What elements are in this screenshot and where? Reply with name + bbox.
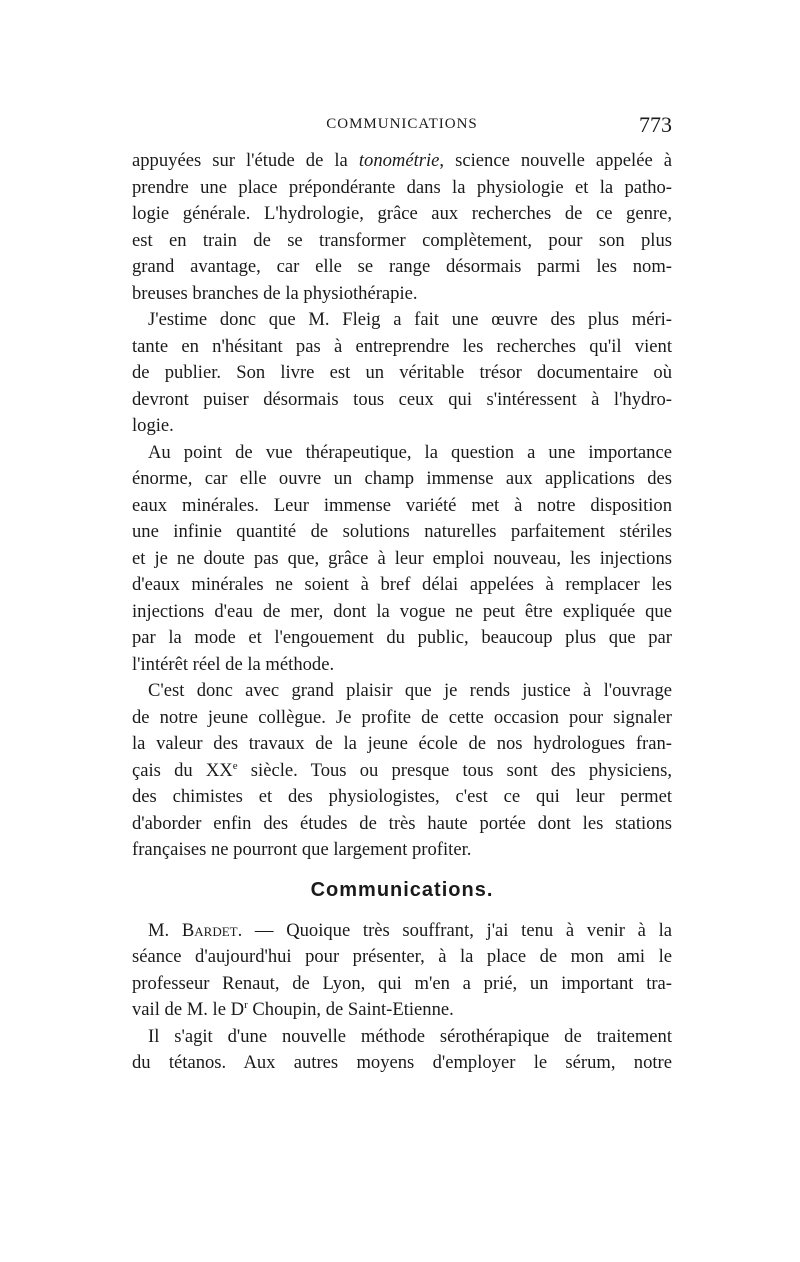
text-line: eaux minérales. Leur immense variété met à notre disposition <box>132 494 672 516</box>
text-line: prendre une place prépondérante dans la physiologie et la patho- <box>132 176 672 198</box>
text-line: énorme, car elle ouvre un champ immense aux applications des <box>132 468 672 489</box>
text-line: devront puiser désormais tous ceux qui s'intéressent à l'hydro- <box>132 388 672 410</box>
paragraph-2 <box>132 307 672 440</box>
paragraph-5 <box>132 918 672 1024</box>
text-run: çais du <box>132 759 206 781</box>
spacer <box>132 864 672 868</box>
text-line <box>132 758 672 785</box>
paragraph-3 <box>132 440 672 679</box>
body-text <box>132 148 672 1077</box>
text-run: appuyées sur l'étude de la <box>132 150 359 171</box>
text-line: du tétanos. Aux autres moyens d'employer le sérum, notre <box>132 1052 672 1073</box>
text-line: par la mode et l'engouement du public, beaucoup plus que par <box>132 627 672 648</box>
text-line: professeur Renaut, de Lyon, qui m'en a prié, un important tra- <box>132 972 672 994</box>
paragraph-6 <box>132 1024 672 1077</box>
text-line: la valeur des travaux de la jeune école de nos hydrologues fran- <box>132 733 672 754</box>
running-head <box>132 112 672 142</box>
text-line: d'aborder enfin des études de très haute portée dont les stations <box>132 812 672 834</box>
text-line: C'est donc avec grand plaisir que je rends justice à l'ouvrage <box>148 680 672 701</box>
speaker-name: M. Bardet. <box>148 919 243 941</box>
text-line: J'estime donc que M. Fleig a fait une œuvre des plus méri- <box>148 309 672 330</box>
text-line: des chimistes et des physiologistes, c'est ce qui leur permet <box>132 786 672 807</box>
running-title: COMMUNICATIONS <box>326 116 478 132</box>
text-line: d'eaux minérales ne soient à bref délai appelées à remplacer les <box>132 574 672 595</box>
text-line: Au point de vue thérapeutique, la question a une importance <box>148 441 672 463</box>
paragraph-4 <box>132 678 672 864</box>
century-numeral: XX <box>205 759 233 781</box>
italic-term: tonométrie <box>358 150 440 171</box>
text-line: l'intérêt réel de la méthode. <box>132 653 335 675</box>
text-line: de publier. Son livre est un véritable trésor documentaire où <box>132 362 672 383</box>
text-line: séance d'aujourd'hui pour présenter, à la place de mon ami le <box>132 946 672 967</box>
text-line: Il s'agit d'une nouvelle méthode sérothérapique de traitement <box>148 1025 672 1047</box>
text-run: vail de M. le D <box>132 999 245 1020</box>
text-line: est en train de se transformer complètement, pour son plus <box>132 229 672 251</box>
text-line: breuses branches de la physiothérapie. <box>132 282 418 304</box>
text-line: logie générale. L'hydrologie, grâce aux recherches de ce genre, <box>132 203 672 224</box>
text-line: et je ne doute pas que, grâce à leur emploi nouveau, les injections <box>132 547 672 569</box>
text-run: , science nouvelle appelée à <box>439 150 672 171</box>
text-line <box>132 997 672 1024</box>
text-line <box>132 918 672 945</box>
text-line: françaises ne pourront que largement profiter. <box>132 839 472 860</box>
superscript: e <box>232 759 238 772</box>
text-run: — Quoique très souffrant, j'ai tenu à venir à la <box>242 919 673 941</box>
section-heading: Communications. <box>310 878 494 901</box>
text-line: tante en n'hésitant pas à entreprendre les recherches qu'il vient <box>132 335 672 357</box>
text-line: de notre jeune collègue. Je profite de cette occasion pour signaler <box>132 706 672 728</box>
text-line: injections d'eau de mer, dont la vogue ne peut être expliquée que <box>132 600 672 622</box>
text-line: logie. <box>132 415 174 436</box>
text-line: une infinie quantité de solutions naturelles parfaitement stériles <box>132 521 672 542</box>
text-run: Choupin, de Saint-Etienne. <box>247 999 454 1020</box>
text-line <box>132 148 672 175</box>
text-run: siècle. Tous ou presque tous sont des physiciens, <box>237 759 672 781</box>
text-line: grand avantage, car elle se range désormais parmi les nom- <box>132 256 672 277</box>
paragraph-1 <box>132 148 672 307</box>
page-number: 773 <box>639 112 672 137</box>
superscript: r <box>244 998 248 1011</box>
